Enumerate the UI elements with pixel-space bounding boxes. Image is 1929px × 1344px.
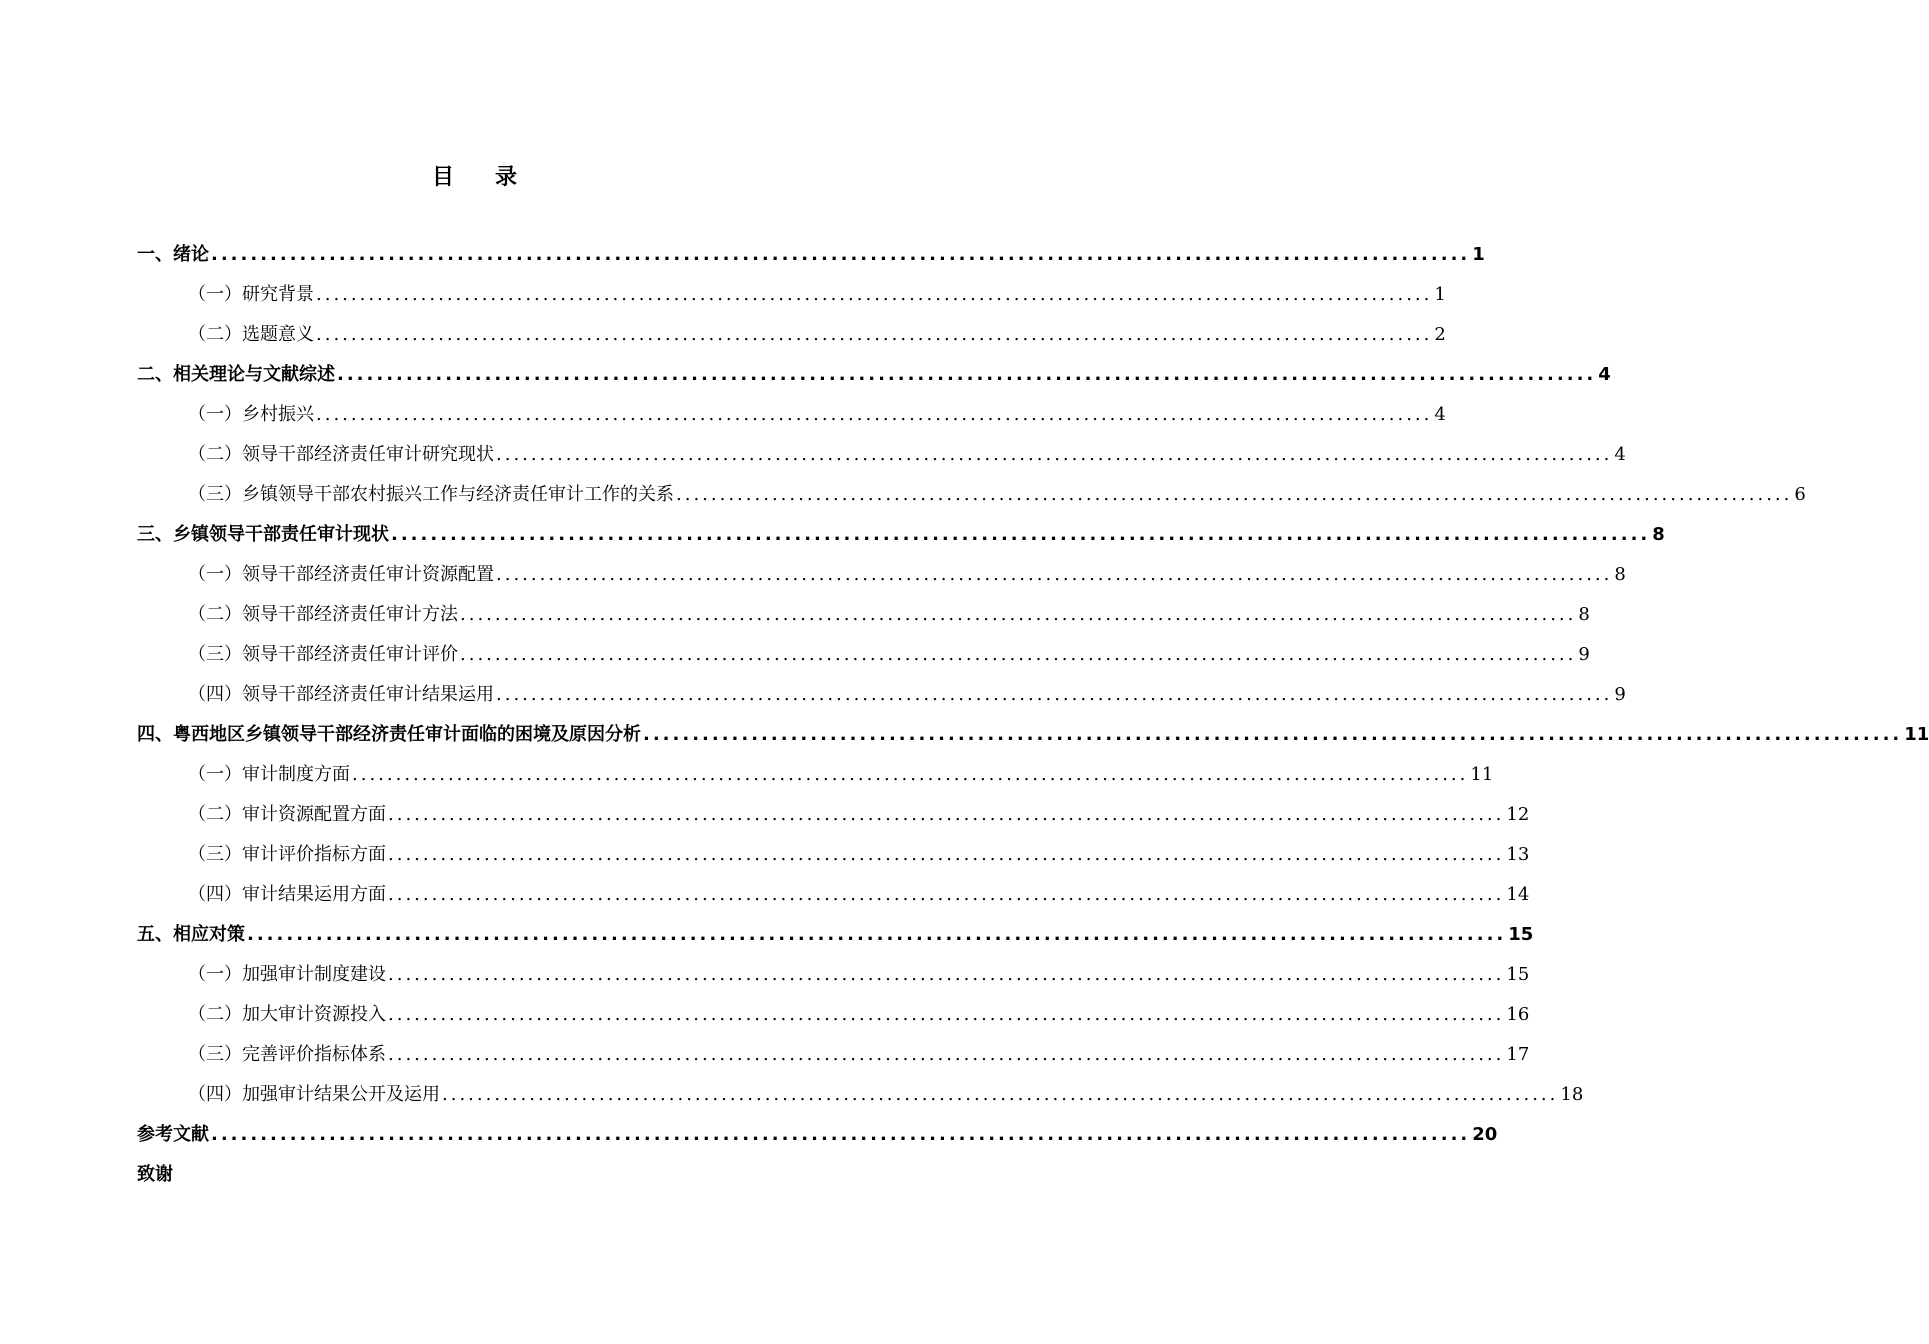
toc-label: （二）领导干部经济责任审计方法: [188, 604, 458, 625]
dot-leader: ................................................................................................................................: [211, 1124, 1471, 1145]
toc-entry-section[interactable]: [188, 560, 1626, 590]
toc-entry-section[interactable]: [188, 800, 1530, 830]
toc-entry-section[interactable]: [188, 1040, 1530, 1070]
dot-leader: ................................................................................................................................: [676, 484, 1793, 505]
toc-entry-section[interactable]: [188, 600, 1590, 630]
title-char-1: 目: [431, 165, 455, 190]
page-title: [0, 160, 950, 191]
toc-page-number: 15: [1508, 924, 1534, 945]
toc-label: （四）领导干部经济责任审计结果运用: [188, 684, 494, 705]
toc-entry-section[interactable]: [188, 640, 1590, 670]
toc-entry-section[interactable]: [188, 880, 1530, 910]
toc-entry-section[interactable]: [188, 960, 1530, 990]
dot-leader: ................................................................................................................................: [388, 1004, 1505, 1025]
toc-page-number: 4: [1614, 444, 1626, 465]
title-char-2: 录: [495, 165, 519, 190]
toc-label: 参考文献: [137, 1124, 209, 1145]
dot-leader: ................................................................................................................................: [460, 644, 1577, 665]
toc-entry-section[interactable]: [188, 1080, 1584, 1110]
dot-leader: ................................................................................................................................: [388, 884, 1505, 905]
dot-leader: ................................................................................................................................: [643, 724, 1903, 745]
toc-page-number: 1: [1434, 284, 1446, 305]
dot-leader: ................................................................................................................................: [460, 604, 1577, 625]
dot-leader: ................................................................................................................................: [442, 1084, 1559, 1105]
toc-page-number: 2: [1434, 324, 1446, 345]
toc-entry-chapter-1[interactable]: [137, 240, 1485, 270]
toc-label: （二）领导干部经济责任审计研究现状: [188, 444, 494, 465]
toc-label: 三、乡镇领导干部责任审计现状: [137, 524, 389, 545]
dot-leader: ................................................................................................................................: [352, 764, 1469, 785]
toc-page-number: 17: [1506, 1044, 1530, 1065]
toc-page-number: 9: [1614, 684, 1626, 705]
toc-page-number: 8: [1614, 564, 1626, 585]
toc-entry-section[interactable]: [188, 760, 1494, 790]
toc-label: （一）领导干部经济责任审计资源配置: [188, 564, 494, 585]
dot-leader: ................................................................................................................................: [316, 284, 1433, 305]
toc-page-number: 16: [1506, 1004, 1530, 1025]
toc-page-number: 6: [1794, 484, 1806, 505]
toc-label: （一）审计制度方面: [188, 764, 350, 785]
toc-entry-section[interactable]: [188, 680, 1626, 710]
toc-label: 五、相应对策: [137, 924, 245, 945]
toc-entry-section[interactable]: [188, 320, 1446, 350]
toc-label: （三）审计评价指标方面: [188, 844, 386, 865]
dot-leader: ................................................................................................................................: [388, 844, 1505, 865]
toc-page-number: 9: [1578, 644, 1590, 665]
toc-page-number: 20: [1472, 1124, 1498, 1145]
dot-leader: ................................................................................................................................: [496, 564, 1613, 585]
toc-label: （三）乡镇领导干部农村振兴工作与经济责任审计工作的关系: [188, 484, 674, 505]
toc-entry-chapter-2[interactable]: [137, 360, 1611, 390]
toc-page-number: 4: [1434, 404, 1446, 425]
toc-label: （一）研究背景: [188, 284, 314, 305]
dot-leader: ................................................................................................................................: [496, 444, 1613, 465]
dot-leader: ................................................................................................................................: [388, 1044, 1505, 1065]
toc-entry-section[interactable]: [188, 440, 1626, 470]
toc-label: 一、绪论: [137, 244, 209, 265]
dot-leader: ................................................................................................................................: [388, 804, 1505, 825]
dot-leader: ................................................................................................................................: [388, 964, 1505, 985]
toc-label: （二）选题意义: [188, 324, 314, 345]
toc-entry-section[interactable]: [188, 840, 1530, 870]
toc-page-number: 15: [1506, 964, 1530, 985]
toc-entry-acknowledgements[interactable]: [137, 1160, 850, 1190]
toc-page-number: 1: [1472, 244, 1485, 265]
toc-page-number: 13: [1506, 844, 1530, 865]
toc-label: 二、相关理论与文献综述: [137, 364, 335, 385]
toc-page-number: 18: [1560, 1084, 1584, 1105]
toc-page-number: 12: [1506, 804, 1530, 825]
toc-label: （二）加大审计资源投入: [188, 1004, 386, 1025]
dot-leader: ................................................................................................................................: [316, 404, 1433, 425]
toc-entry-chapter-4[interactable]: [137, 720, 1929, 750]
toc-label: （三）领导干部经济责任审计评价: [188, 644, 458, 665]
toc-page-number: 14: [1506, 884, 1530, 905]
toc-label: （三）完善评价指标体系: [188, 1044, 386, 1065]
toc-label: （四）加强审计结果公开及运用: [188, 1084, 440, 1105]
dot-leader: ................................................................................................................................: [316, 324, 1433, 345]
toc-page-number: 11: [1470, 764, 1494, 785]
toc-label: （四）审计结果运用方面: [188, 884, 386, 905]
toc-entry-section[interactable]: [188, 1000, 1530, 1030]
toc-page-number: 4: [1598, 364, 1611, 385]
toc-label: 四、粤西地区乡镇领导干部经济责任审计面临的困境及原因分析: [137, 724, 641, 745]
dot-leader: ................................................................................................................................: [496, 684, 1613, 705]
toc-label: （一）乡村振兴: [188, 404, 314, 425]
dot-leader: ................................................................................................................................: [337, 364, 1597, 385]
toc-page-number: 11: [1904, 724, 1929, 745]
toc-label: （二）审计资源配置方面: [188, 804, 386, 825]
dot-leader: ................................................................................................................................: [247, 924, 1507, 945]
toc-entry-chapter-5[interactable]: [137, 920, 1534, 950]
toc-entry-section[interactable]: [188, 280, 1446, 310]
toc-entry-references[interactable]: [137, 1120, 1498, 1150]
toc-label: （一）加强审计制度建设: [188, 964, 386, 985]
dot-leader: ................................................................................................................................: [391, 524, 1651, 545]
toc-page-number: 8: [1652, 524, 1665, 545]
toc-entry-section[interactable]: [188, 400, 1446, 430]
toc-page-number: 8: [1578, 604, 1590, 625]
toc-entry-section[interactable]: [188, 480, 1806, 510]
toc-entry-chapter-3[interactable]: [137, 520, 1665, 550]
dot-leader: ................................................................................................................................: [211, 244, 1471, 265]
toc-label: 致谢: [137, 1164, 173, 1185]
